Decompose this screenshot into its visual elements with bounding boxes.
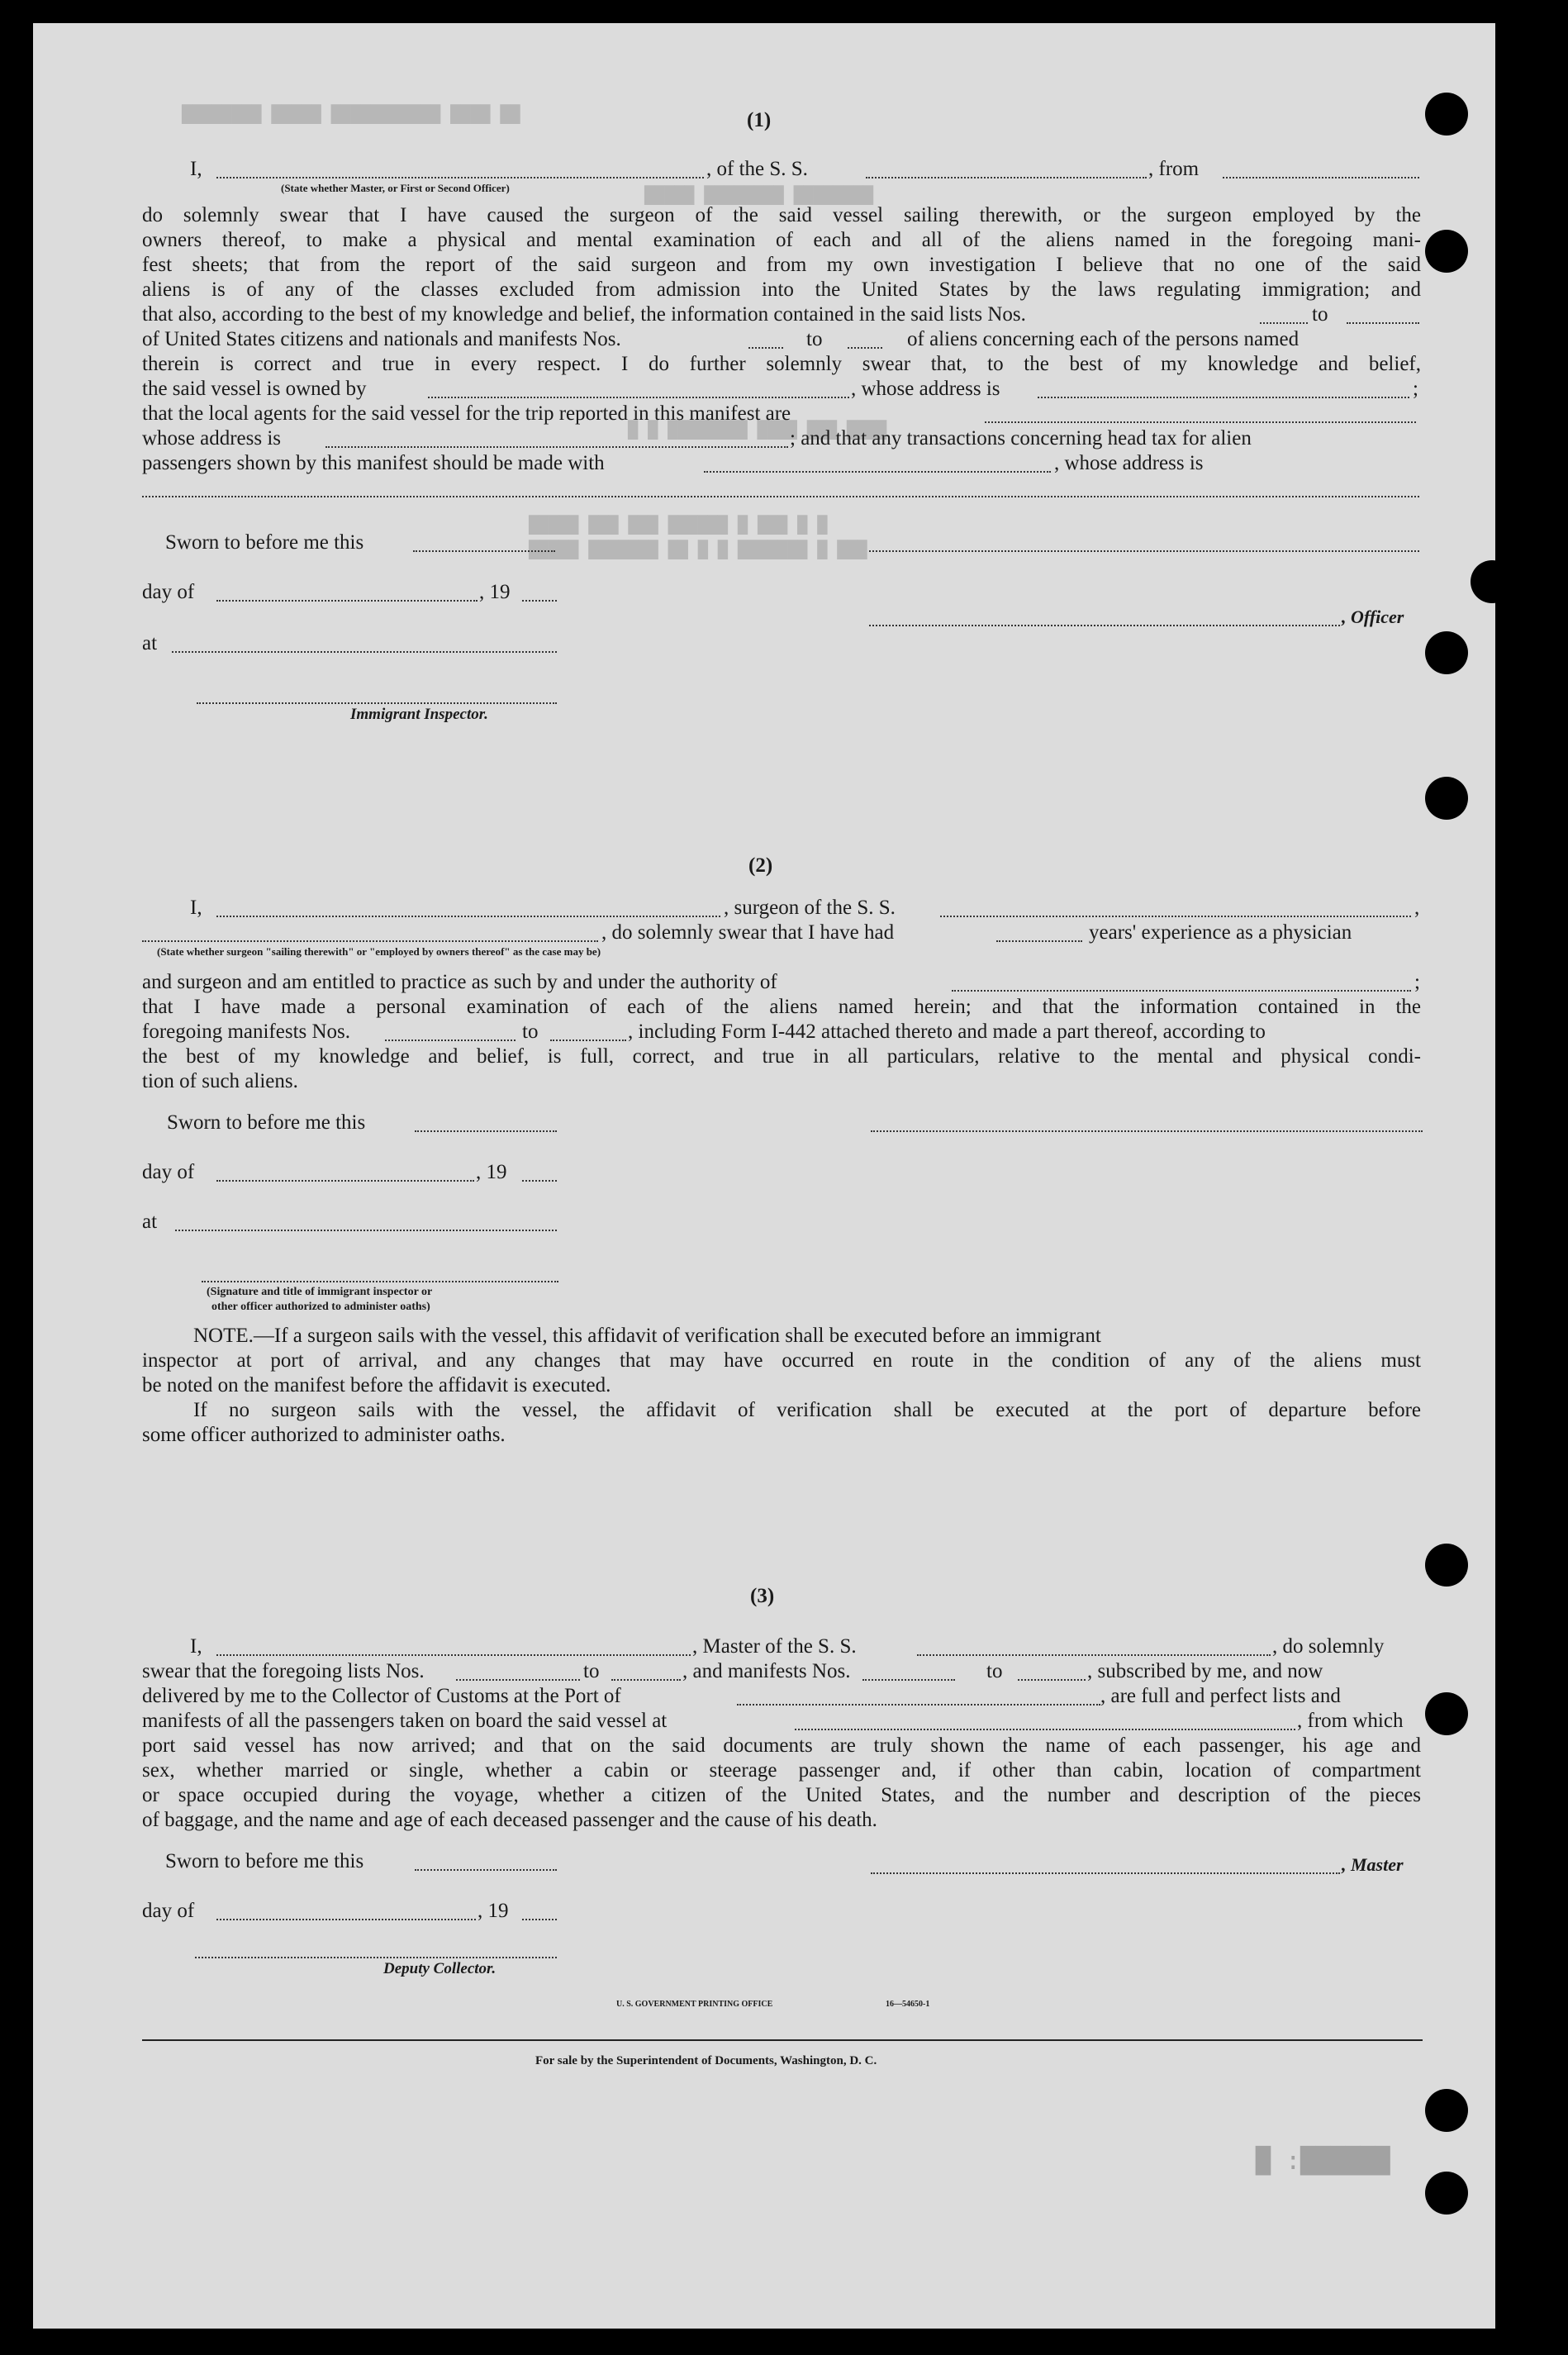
s1-line1-of-ss: , of the S. S. [706,158,808,180]
s3-day-field[interactable] [216,1919,476,1920]
s3-manifests-from-field[interactable] [862,1679,955,1681]
s1-agents-address-label: whose address is [142,427,282,450]
s3-text-line: , subscribed by me, and now [1087,1660,1323,1682]
s3-lists-from-field[interactable] [456,1679,580,1681]
s1-headtax-field[interactable] [704,471,1051,473]
s1-text-line: do solemnly swear that I have caused the surgeon of the said vessel sailing therewith, or the surgeon employed by the [142,204,1421,226]
s2-surgeon-name-field[interactable] [216,916,720,917]
s3-master-label: , Master [1342,1854,1404,1875]
s2-years-label: years' experience as a physician [1089,921,1352,944]
s1-year-label: , 19 [479,581,511,603]
punch-hole [1425,1692,1468,1735]
s1-line1-i: I, [190,158,202,180]
s3-solemnly-label: , do solemnly [1272,1635,1385,1658]
s3-deputy-signature-field[interactable] [195,1957,557,1958]
s3-year-label: , 19 [478,1900,509,1922]
s3-text-line: , from which [1297,1710,1404,1732]
s1-semicolon: ; [1413,378,1418,400]
form-number: 16—54650-1 [886,2000,930,2009]
s1-at-label: at [142,632,158,654]
s3-master-signature-field[interactable] [871,1872,1340,1874]
bleed-through-text: ██████: █ [1256,2147,1390,2176]
s1-manifests-to-field[interactable] [848,347,882,349]
punch-hole [1425,777,1468,820]
s1-at-field[interactable] [172,651,557,653]
s2-note-label [193,1324,1101,1349]
s1-text-line: that also, according to the best of my knowledge and belief, the information contained in the said lists Nos. [142,303,1026,326]
s1-inspector-signature-field[interactable] [197,702,557,704]
s2-surgeon-of-ss-label: , surgeon of the S. S. [724,897,896,919]
punch-hole [1425,93,1468,136]
punch-hole [1425,631,1468,674]
section-3-number: (3) [750,1585,775,1607]
s1-officer-rank-field[interactable] [216,177,704,178]
s2-manifests-to-field[interactable] [550,1040,626,1041]
footer-rule [142,2039,1423,2041]
bleed-through-text: █████ ████████ ████████ [644,185,873,205]
s1-sworn-label: Sworn to before me this [165,531,364,554]
s1-text-line: of aliens concerning each of the persons named [907,328,1300,350]
s1-text-line: of United States citizens and nationals and manifests Nos. [142,328,621,350]
punch-hole [1425,2172,1468,2215]
s1-owner-label: the said vessel is owned by [142,378,367,400]
s2-authority-field[interactable] [952,990,1411,992]
punch-hole [1471,560,1513,603]
punch-hole [1425,1544,1468,1587]
s3-manifests-label: , and manifests Nos. [682,1660,851,1682]
s2-inspector-signature-field[interactable] [202,1281,558,1282]
s1-text-line: owners thereof, to make a physical and mental examination of each and all of the aliens named in the foregoing mani- [142,229,1421,251]
s2-year-label: , 19 [476,1161,507,1183]
s1-headtax-label: passengers shown by this manifest should be made with [142,452,605,474]
s2-day-label: day of [142,1161,195,1183]
s1-officer-field[interactable] [869,625,1340,626]
s2-note-line: be noted on the manifest before the affidavit is executed. [142,1374,611,1396]
s1-agents-address-field[interactable] [325,446,788,448]
punch-hole [1425,230,1468,273]
document-page [33,23,1495,2329]
s2-years-field[interactable] [996,940,1082,942]
s2-text-line: the best of my knowledge and belief, is full, correct, and true in all particulars, relative to the mental and physical condi- [142,1045,1421,1068]
s3-port-field[interactable] [737,1704,1100,1706]
s2-sworn-date-field[interactable] [415,1130,557,1132]
s2-i-label: I, [190,897,202,919]
s1-text-line: therein is correct and true in every respect. I do further solemnly swear that, to the best of my knowledge and belief, [142,353,1421,375]
s2-vessel-name-field[interactable] [940,916,1411,917]
s2-note-text: —If a surgeon sails with the vessel, this affidavit of verification shall be executed before an immigrant [253,1325,1101,1347]
s2-surgeon-type-field[interactable] [142,940,598,942]
s3-manifests-to-field[interactable] [1018,1679,1086,1681]
s1-headtax-address-field[interactable] [142,496,1419,497]
s1-agents-label: that the local agents for the said vessel for the trip reported in this manifest are [142,402,791,425]
s1-headtax-address-label: , whose address is [1054,452,1204,474]
section-2-number: (2) [748,854,773,877]
s1-year-field[interactable] [522,600,557,602]
s3-boarded-at-field[interactable] [795,1729,1295,1730]
bleed-through-text: ████████ █████ ███████████ ████ ██ [182,104,520,124]
s1-owner-field[interactable] [428,397,849,398]
s1-text-line: aliens is of any of the classes excluded from admission into the United States by the laws regulating immigration; and [142,278,1421,301]
s2-manifests-from-field[interactable] [385,1040,516,1041]
s2-note-line: some officer authorized to administer oaths. [142,1424,506,1446]
s2-sworn-label: Sworn to before me this [167,1111,366,1134]
s1-text-line: ; and that any transactions concerning head tax for alien [790,427,1252,450]
s1-inspector-label: Immigrant Inspector. [350,706,488,723]
s1-vessel-name-field[interactable] [866,177,1147,178]
s3-lists-to-field[interactable] [611,1679,681,1681]
s1-officer-label: , Officer [1342,607,1404,627]
section-1-number: (1) [747,109,772,131]
s1-day-field[interactable] [216,600,478,602]
s2-surgeon-type-caption: (State whether surgeon "sailing therewith" or "employed by owners thereof" as the case may be) [157,945,601,958]
s1-owner-address-label: , whose address is [851,378,1000,400]
s3-day-label: day of [142,1900,195,1922]
s3-sworn-label: Sworn to before me this [165,1850,364,1872]
gpo-imprint: U. S. GOVERNMENT PRINTING OFFICE [616,2000,773,2009]
s2-sig-caption-2: other officer authorized to administer oaths) [211,1301,430,1313]
s2-note-line: inspector at port of arrival, and any changes that may have occurred en route in the condition of any of the aliens must [142,1349,1421,1372]
bleed-through-text: █ █ ████████ ████ ███ ████ [628,420,887,440]
s1-lists-to-field[interactable] [1347,322,1419,324]
s1-sworn-date-field[interactable] [413,550,555,552]
s1-from-port-field[interactable] [1223,177,1419,178]
punch-hole [1425,2089,1468,2132]
s3-year-field[interactable] [522,1919,557,1920]
s3-master-of-ss-label: , Master of the S. S. [692,1635,857,1658]
s1-owner-address-field[interactable] [1038,397,1409,398]
sale-notice: For sale by the Superintendent of Documents, Washington, D. C. [535,2054,877,2067]
s3-text-line: sex, whether married or single, whether a cabin or steerage passenger and, if other than cabin, location of compartment [142,1759,1421,1782]
s2-sig-caption-1: (Signature and title of immigrant inspector or [207,1286,433,1298]
s3-text-line: , are full and perfect lists and [1100,1685,1341,1707]
s1-signature-field[interactable] [869,550,1419,552]
s2-authority-label: and surgeon and am entitled to practice as such by and under the authority of [142,971,777,993]
s1-agents-field[interactable] [985,421,1416,423]
s2-text-line: that I have made a personal examination of each of the aliens named herein; and that the information contained in the [142,996,1421,1018]
s3-port-label: delivered by me to the Collector of Customs at the Port of [142,1685,621,1707]
s2-text-line: tion of such aliens. [142,1070,298,1092]
s3-i-label: I, [190,1635,202,1658]
s2-semicolon: ; [1414,971,1420,993]
s3-to-label: to [986,1660,1003,1682]
s1-text-line: fest sheets; that from the report of the said surgeon and from my own investigation I believe that no one of the said [142,254,1421,276]
s3-lists-label: swear that the foregoing lists Nos. [142,1660,425,1682]
s2-signature-field[interactable] [871,1130,1423,1132]
s1-day-label: day of [142,581,195,603]
s2-note-line: If no surgeon sails with the vessel, the affidavit of verification shall be executed at the port of departure before [193,1399,1421,1421]
s3-text-line: port said vessel has now arrived; and that on the said documents are truly shown the name of each passenger, his age and [142,1734,1421,1757]
s2-manifests-label: foregoing manifests Nos. [142,1020,351,1043]
s1-to-label: to [1312,303,1328,326]
s3-sworn-date-field[interactable] [415,1869,557,1871]
s1-line1-from: , from [1148,158,1200,180]
s2-text-line: , including Form I-442 attached thereto and made a part thereof, according to [628,1020,1266,1043]
s2-year-field[interactable] [522,1180,557,1182]
s2-to-label: to [522,1020,539,1043]
s3-boarded-at-label: manifests of all the passengers taken on board the said vessel at [142,1710,668,1732]
s1-rank-caption: (State whether Master, or First or Second Officer) [281,182,510,194]
bleed-through-text: █████ ███ ███ ██████ █ ███ █ █ [529,515,828,535]
s1-to-label: to [806,328,823,350]
s2-at-field[interactable] [175,1230,557,1231]
s1-lists-from-field[interactable] [1260,322,1308,324]
s2-day-field[interactable] [216,1180,474,1182]
s2-at-label: at [142,1211,158,1233]
s3-text-line: of baggage, and the name and age of each deceased passenger and the cause of his death. [142,1809,877,1831]
s3-vessel-name-field[interactable] [917,1654,1271,1656]
bleed-through-text: █████ ███████ ██ █ █ ███████ █ ███ [529,540,867,559]
s3-text-line: or space occupied during the voyage, whether a citizen of the United States, and the number and description of the pieces [142,1784,1421,1806]
s1-manifests-from-field[interactable] [748,347,783,349]
s3-master-name-field[interactable] [216,1654,691,1656]
s2-comma: , [1414,897,1420,919]
s3-deputy-label: Deputy Collector. [383,1960,497,1977]
s2-note-label-text: NOTE. [193,1325,254,1347]
s2-swear-label: , do solemnly swear that I have had [601,921,895,944]
s3-to-label: to [583,1660,600,1682]
